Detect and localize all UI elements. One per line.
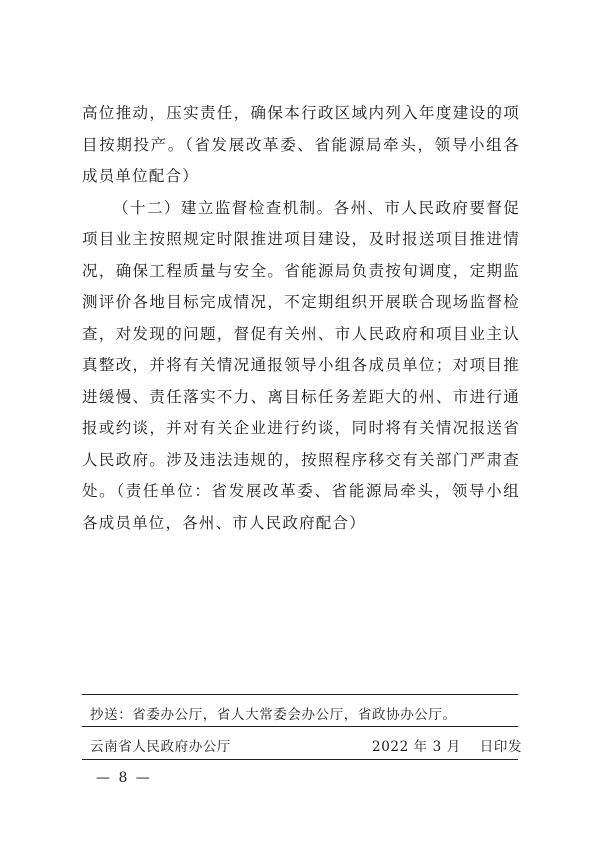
- document-body: [82, 98, 520, 539]
- issuing-office: 云南省人民政府办公厅: [90, 739, 231, 755]
- paragraph-continuation: 高位推动，压实责任，确保本行政区域内列入年度建设的项目按期投产。（省发展改革委、省能源局牵头，领导小组各成员单位配合）: [82, 104, 520, 185]
- footer-rule-middle: [82, 726, 518, 727]
- cc-line: 抄送：省委办公厅，省人大常委会办公厅，省政协办公厅。: [90, 707, 457, 723]
- paragraph-supervision: （十二）建立监督检查机制。各州、市人民政府要督促项目业主按照规定时限推进项目建设，及时报送项目推进情况，确保工程质量与安全。省能源局负责按旬调度，定期监测评价各地目标完成情况，不定期组织开展联合现场监督检查，对发现的问题，督促有关州、市人民政府和项目业主认真整改，并将有关情况通报领导小组各成员单位；对项目推进缓慢、责任落实不力、离目标任务差距大的州、市进行通报或约谈，并对有关企业进行约谈，同时将有关情况报送省人民政府。涉及违法违规的，按照程序移交有关部门严肃查处。（责任单位：省发展改革委、省能源局牵头，领导小组各成员单位，各州、市人民政府配合）: [82, 198, 520, 532]
- issue-date: 2022 年 3 月 日印发: [372, 739, 523, 755]
- footer-rule-bottom: [82, 759, 518, 760]
- page-number: — 8 —: [96, 770, 152, 786]
- footer-rule-top: [82, 694, 518, 695]
